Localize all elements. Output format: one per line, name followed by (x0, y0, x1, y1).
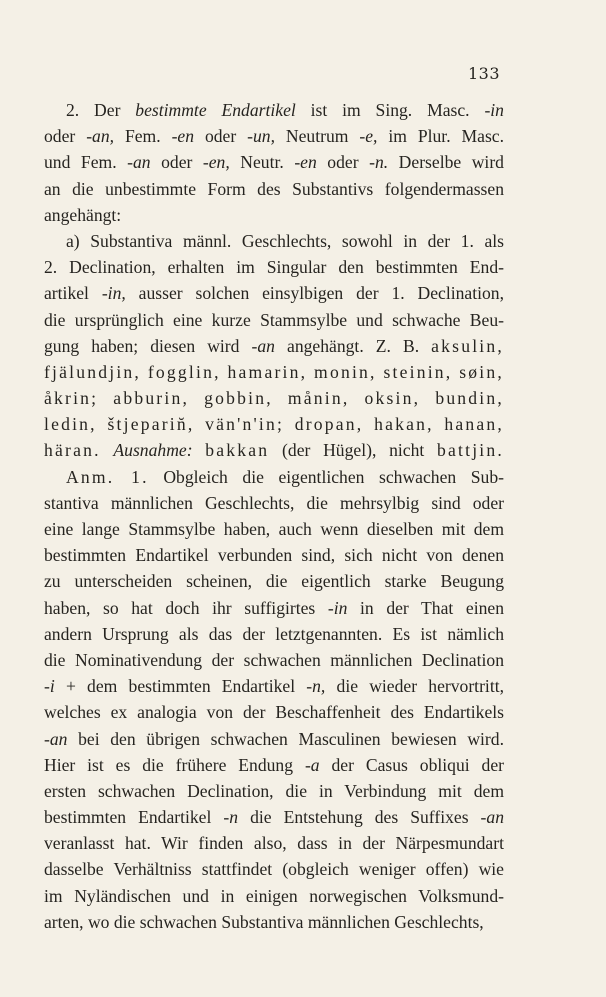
text-line: artikel -in, ausser solchen einsylbigen der 1. Declination, (44, 283, 504, 304)
text-line: gung haben; diesen wird -an angehängt. Z. B. aksulin, (44, 335, 504, 356)
text-line: welches ex analogia von der Beschaffenheit des Endartikels (44, 702, 504, 723)
text-line: bestimmten Endartikel -n die Entstehung des Suffixes -an (44, 807, 504, 828)
text-line: fjälundjin, fogglin, hamarin, monin, steinin, søin, (44, 361, 504, 382)
text-line: ersten schwachen Declination, die in Verbindung mit dem (44, 780, 504, 801)
text-line: im Nyländischen und in einigen norwegischen Volksmund- (44, 885, 504, 906)
text-line: oder -an, Fem. -en oder -un, Neutrum -e, im Plur. Masc. (44, 126, 505, 147)
text-line: eine lange Stammsylbe haben, auch wenn dieselben mit dem (44, 519, 504, 539)
text-line: an die unbestimmte Form des Substantivs folgendermassen (44, 178, 504, 199)
text-line: und Fem. -an oder -en, Neutr. -en oder -n. Derselbe wird (44, 152, 504, 173)
text-line: andern Ursprung als das der letztgenannten. Es ist nämlich (44, 623, 504, 644)
text-line: dasselbe Verhältniss stattfindet (obgleich weniger offen) wie (44, 859, 504, 880)
text-line: Hier ist es die frühere Endung -a der Casus obliqui der (44, 754, 504, 775)
text-line: 2. Declination, erhalten im Singular den bestimmten End- (44, 257, 504, 278)
text-line: åkrin; abburin, gobbin, månin, oksin, bundin, (44, 388, 504, 409)
text-line: haben, so hat doch ihr suffigirtes -in in der That einen (44, 597, 504, 618)
text-line: veranlasst hat. Wir finden also, dass in der Närpesmundart (44, 833, 504, 854)
text-line: bestimmten Endartikel verbunden sind, sich nicht von denen (44, 545, 504, 566)
text-line: Anm. 1. Obgleich die eigentlichen schwachen Sub- (66, 466, 504, 487)
page-body-text (44, 97, 504, 935)
text-line: 2. Der bestimmte Endartikel ist im Sing. Masc. -in (66, 100, 504, 120)
page-number: 133 (467, 64, 500, 83)
text-line: a) Substantiva männl. Geschlechts, sowohl in der 1. als (66, 230, 504, 251)
text-line: die Nominativendung der schwachen männlichen Declination (44, 649, 504, 670)
text-line: zu unterscheiden scheinen, die eigentlich starke Beugung (44, 571, 504, 592)
text-line: stantiva männlichen Geschlechts, die mehrsylbig sind oder (44, 492, 504, 513)
text-line: -i + dem bestimmten Endartikel -n, die wieder hervortritt, (44, 676, 504, 697)
text-line: angehängt: (44, 204, 122, 225)
text-line: häran. Ausnahme: bakkan (der Hügel), nicht battjin. (44, 440, 504, 461)
text-line: die ursprünglich eine kurze Stammsylbe und schwache Beu- (44, 309, 504, 330)
text-line: arten, wo die schwachen Substantiva männlichen Geschlechts, (44, 911, 484, 932)
text-line: ledin, štjeparin̆, vän'n'in; dropan, hakan, hanan, (44, 414, 504, 435)
text-line: -an bei den übrigen schwachen Masculinen bewiesen wird. (44, 728, 504, 749)
